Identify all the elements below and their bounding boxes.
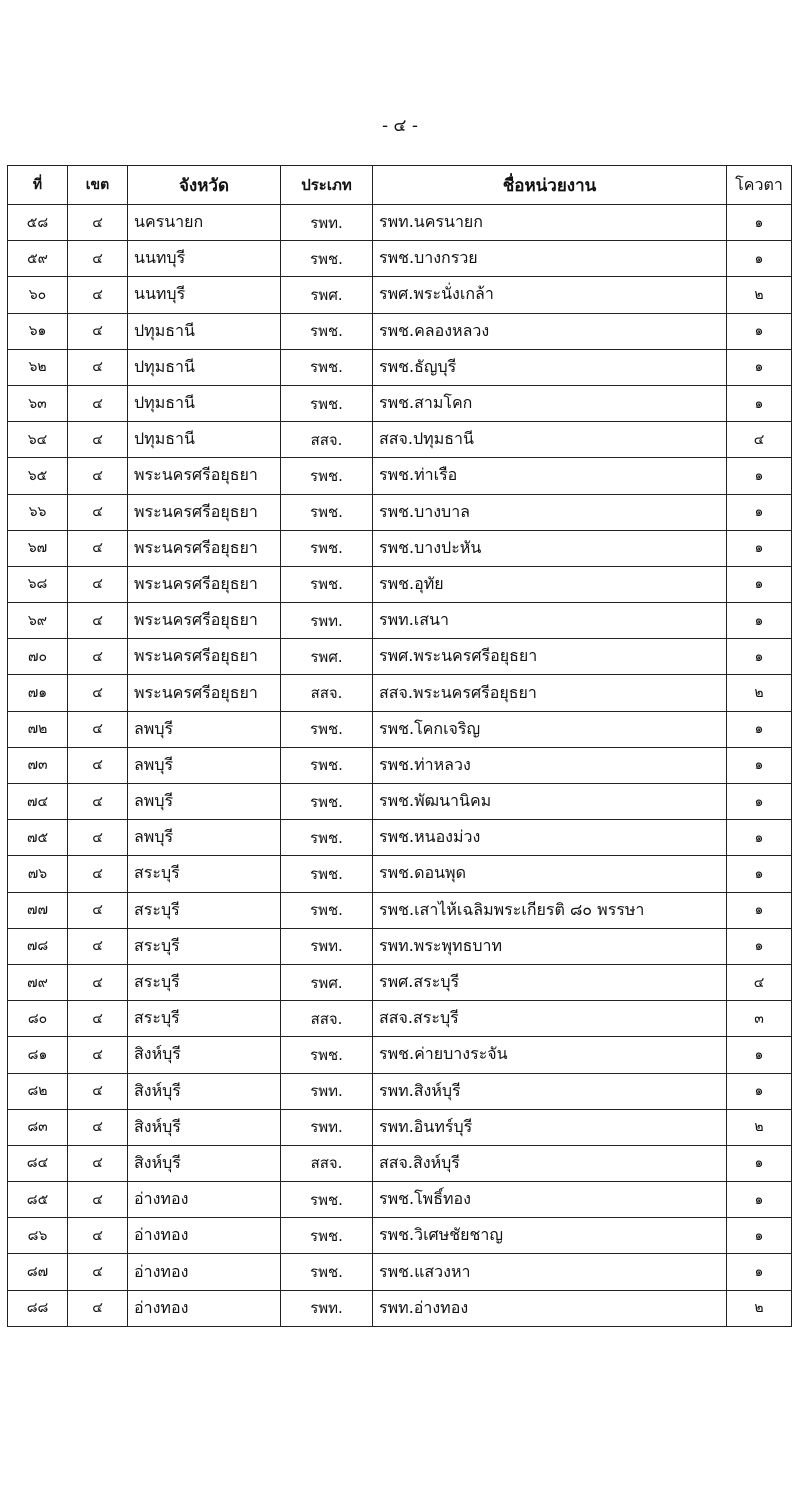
cell-no: ๖๖ — [8, 494, 68, 530]
table-row — [8, 1001, 792, 1037]
cell-province: ลพบุรี — [128, 784, 281, 820]
table-row — [8, 711, 792, 747]
cell-quota: ๑ — [727, 1254, 792, 1290]
cell-type: รพศ. — [281, 277, 373, 313]
cell-no: ๘๐ — [8, 1001, 68, 1037]
header-unit-name: ชื่อหน่วยงาน — [373, 166, 727, 205]
cell-unit-name: รพช.ธัญบุรี — [373, 349, 727, 385]
cell-type: รพศ. — [281, 639, 373, 675]
table-row — [8, 422, 792, 458]
cell-type: รพช. — [281, 820, 373, 856]
cell-unit-name: รพศ.พระนครศรีอยุธยา — [373, 639, 727, 675]
cell-province: สิงห์บุรี — [128, 1037, 281, 1073]
header-zone: เขต — [68, 166, 128, 205]
cell-unit-name: รพท.อ่างทอง — [373, 1290, 727, 1326]
table-row — [8, 964, 792, 1000]
table-row — [8, 1073, 792, 1109]
cell-zone: ๔ — [68, 1145, 128, 1181]
cell-province: ลพบุรี — [128, 711, 281, 747]
cell-no: ๘๗ — [8, 1254, 68, 1290]
cell-no: ๘๕ — [8, 1182, 68, 1218]
cell-province: อ่างทอง — [128, 1182, 281, 1218]
cell-zone: ๔ — [68, 1037, 128, 1073]
cell-no: ๗๖ — [8, 856, 68, 892]
cell-quota: ๑ — [727, 458, 792, 494]
cell-quota: ๒ — [727, 277, 792, 313]
cell-zone: ๔ — [68, 1073, 128, 1109]
table-row — [8, 205, 792, 241]
cell-quota: ๑ — [727, 639, 792, 675]
cell-zone: ๔ — [68, 205, 128, 241]
cell-province: อ่างทอง — [128, 1290, 281, 1326]
cell-province: ปทุมธานี — [128, 385, 281, 421]
cell-unit-name: สสจ.สิงห์บุรี — [373, 1145, 727, 1181]
cell-quota: ๑ — [727, 313, 792, 349]
quota-table — [7, 165, 792, 1327]
table-row — [8, 566, 792, 602]
cell-type: รพช. — [281, 747, 373, 783]
cell-zone: ๔ — [68, 313, 128, 349]
cell-province: สระบุรี — [128, 1001, 281, 1037]
header-no: ที่ — [8, 166, 68, 205]
cell-no: ๗๕ — [8, 820, 68, 856]
cell-province: นครนายก — [128, 205, 281, 241]
cell-unit-name: รพท.สิงห์บุรี — [373, 1073, 727, 1109]
cell-province: อ่างทอง — [128, 1254, 281, 1290]
cell-quota: ๑ — [727, 784, 792, 820]
cell-no: ๗๙ — [8, 964, 68, 1000]
cell-zone: ๔ — [68, 856, 128, 892]
cell-province: นนทบุรี — [128, 241, 281, 277]
cell-quota: ๑ — [727, 928, 792, 964]
cell-type: รพช. — [281, 1182, 373, 1218]
cell-quota: ๑ — [727, 1218, 792, 1254]
header-quota: โควตา — [727, 166, 792, 205]
cell-zone: ๔ — [68, 820, 128, 856]
cell-type: รพท. — [281, 205, 373, 241]
table-row — [8, 458, 792, 494]
cell-quota: ๑ — [727, 241, 792, 277]
cell-type: รพช. — [281, 458, 373, 494]
cell-zone: ๔ — [68, 711, 128, 747]
table-row — [8, 1145, 792, 1181]
cell-no: ๖๓ — [8, 385, 68, 421]
cell-type: สสจ. — [281, 1145, 373, 1181]
cell-no: ๗๑ — [8, 675, 68, 711]
cell-zone: ๔ — [68, 349, 128, 385]
cell-unit-name: รพท.นครนายก — [373, 205, 727, 241]
cell-no: ๖๑ — [8, 313, 68, 349]
cell-province: พระนครศรีอยุธยา — [128, 566, 281, 602]
cell-zone: ๔ — [68, 1290, 128, 1326]
cell-quota: ๔ — [727, 422, 792, 458]
cell-province: พระนครศรีอยุธยา — [128, 530, 281, 566]
cell-zone: ๔ — [68, 784, 128, 820]
table-row — [8, 241, 792, 277]
table-row — [8, 820, 792, 856]
table-row — [8, 1109, 792, 1145]
cell-unit-name: สสจ.สระบุรี — [373, 1001, 727, 1037]
cell-type: รพศ. — [281, 964, 373, 1000]
cell-quota: ๑ — [727, 747, 792, 783]
cell-zone: ๔ — [68, 675, 128, 711]
cell-no: ๘๑ — [8, 1037, 68, 1073]
cell-zone: ๔ — [68, 603, 128, 639]
cell-province: ปทุมธานี — [128, 422, 281, 458]
cell-unit-name: รพช.ท่าเรือ — [373, 458, 727, 494]
cell-no: ๗๘ — [8, 928, 68, 964]
table-row — [8, 639, 792, 675]
cell-quota: ๑ — [727, 1073, 792, 1109]
table-header-row — [8, 166, 792, 205]
cell-type: รพช. — [281, 1254, 373, 1290]
cell-province: ลพบุรี — [128, 747, 281, 783]
cell-unit-name: รพช.พัฒนานิคม — [373, 784, 727, 820]
cell-type: รพท. — [281, 1290, 373, 1326]
cell-zone: ๔ — [68, 964, 128, 1000]
cell-province: นนทบุรี — [128, 277, 281, 313]
cell-quota: ๑ — [727, 711, 792, 747]
cell-type: รพช. — [281, 385, 373, 421]
cell-unit-name: รพช.คลองหลวง — [373, 313, 727, 349]
cell-quota: ๑ — [727, 820, 792, 856]
cell-zone: ๔ — [68, 494, 128, 530]
cell-province: พระนครศรีอยุธยา — [128, 603, 281, 639]
cell-type: สสจ. — [281, 1001, 373, 1037]
cell-province: สิงห์บุรี — [128, 1145, 281, 1181]
table-row — [8, 603, 792, 639]
cell-unit-name: รพศ.พระนั่งเกล้า — [373, 277, 727, 313]
cell-no: ๘๖ — [8, 1218, 68, 1254]
cell-quota: ๓ — [727, 1001, 792, 1037]
cell-no: ๘๒ — [8, 1073, 68, 1109]
cell-type: รพช. — [281, 784, 373, 820]
cell-type: รพท. — [281, 1109, 373, 1145]
cell-unit-name: รพศ.สระบุรี — [373, 964, 727, 1000]
table-body — [8, 205, 792, 1327]
cell-zone: ๔ — [68, 747, 128, 783]
cell-unit-name: รพช.เสาไห้เฉลิมพระเกียรติ ๘๐ พรรษา — [373, 892, 727, 928]
cell-type: รพช. — [281, 494, 373, 530]
cell-no: ๗๔ — [8, 784, 68, 820]
header-type: ประเภท — [281, 166, 373, 205]
cell-no: ๖๘ — [8, 566, 68, 602]
cell-unit-name: สสจ.พระนครศรีอยุธยา — [373, 675, 727, 711]
cell-zone: ๔ — [68, 566, 128, 602]
cell-province: สระบุรี — [128, 928, 281, 964]
cell-zone: ๔ — [68, 241, 128, 277]
cell-quota: ๑ — [727, 892, 792, 928]
cell-unit-name: รพช.ค่ายบางระจัน — [373, 1037, 727, 1073]
cell-unit-name: รพช.หนองม่วง — [373, 820, 727, 856]
cell-quota: ๑ — [727, 566, 792, 602]
cell-no: ๗๓ — [8, 747, 68, 783]
cell-zone: ๔ — [68, 639, 128, 675]
cell-province: พระนครศรีอยุธยา — [128, 639, 281, 675]
table-row — [8, 385, 792, 421]
cell-unit-name: รพท.พระพุทธบาท — [373, 928, 727, 964]
cell-zone: ๔ — [68, 277, 128, 313]
table-row — [8, 1290, 792, 1326]
cell-quota: ๒ — [727, 1290, 792, 1326]
cell-province: ปทุมธานี — [128, 313, 281, 349]
cell-unit-name: รพช.บางปะหัน — [373, 530, 727, 566]
cell-province: พระนครศรีอยุธยา — [128, 675, 281, 711]
cell-type: รพช. — [281, 1037, 373, 1073]
cell-province: พระนครศรีอยุธยา — [128, 458, 281, 494]
cell-quota: ๑ — [727, 603, 792, 639]
cell-type: สสจ. — [281, 422, 373, 458]
cell-quota: ๑ — [727, 385, 792, 421]
cell-quota: ๑ — [727, 1145, 792, 1181]
cell-zone: ๔ — [68, 1218, 128, 1254]
cell-unit-name: รพท.เสนา — [373, 603, 727, 639]
cell-type: รพช. — [281, 530, 373, 566]
cell-zone: ๔ — [68, 458, 128, 494]
cell-province: สิงห์บุรี — [128, 1109, 281, 1145]
cell-province: สระบุรี — [128, 964, 281, 1000]
table-row — [8, 313, 792, 349]
cell-quota: ๑ — [727, 1037, 792, 1073]
cell-no: ๖๔ — [8, 422, 68, 458]
cell-quota: ๑ — [727, 530, 792, 566]
table-row — [8, 1254, 792, 1290]
cell-unit-name: สสจ.ปทุมธานี — [373, 422, 727, 458]
table-row — [8, 675, 792, 711]
cell-no: ๕๘ — [8, 205, 68, 241]
cell-province: พระนครศรีอยุธยา — [128, 494, 281, 530]
cell-type: สสจ. — [281, 675, 373, 711]
cell-unit-name: รพช.แสวงหา — [373, 1254, 727, 1290]
cell-zone: ๔ — [68, 385, 128, 421]
table-row — [8, 892, 792, 928]
cell-no: ๗๐ — [8, 639, 68, 675]
cell-quota: ๑ — [727, 205, 792, 241]
cell-province: อ่างทอง — [128, 1218, 281, 1254]
cell-zone: ๔ — [68, 892, 128, 928]
table-row — [8, 1037, 792, 1073]
table-row — [8, 494, 792, 530]
cell-no: ๕๙ — [8, 241, 68, 277]
cell-unit-name: รพช.ดอนพุด — [373, 856, 727, 892]
cell-type: รพท. — [281, 928, 373, 964]
cell-type: รพช. — [281, 566, 373, 602]
cell-zone: ๔ — [68, 1182, 128, 1218]
cell-unit-name: รพช.อุทัย — [373, 566, 727, 602]
cell-quota: ๑ — [727, 349, 792, 385]
cell-unit-name: รพช.วิเศษชัยชาญ — [373, 1218, 727, 1254]
cell-zone: ๔ — [68, 1001, 128, 1037]
cell-type: รพช. — [281, 241, 373, 277]
cell-no: ๖๙ — [8, 603, 68, 639]
cell-no: ๘๘ — [8, 1290, 68, 1326]
cell-type: รพท. — [281, 603, 373, 639]
cell-province: ลพบุรี — [128, 820, 281, 856]
cell-unit-name: รพช.ท่าหลวง — [373, 747, 727, 783]
cell-no: ๗๒ — [8, 711, 68, 747]
page-number: - ๔ - — [382, 116, 418, 136]
cell-unit-name: รพช.สามโคก — [373, 385, 727, 421]
cell-zone: ๔ — [68, 1109, 128, 1145]
cell-quota: ๒ — [727, 1109, 792, 1145]
cell-quota: ๔ — [727, 964, 792, 1000]
cell-zone: ๔ — [68, 422, 128, 458]
cell-unit-name: รพช.บางบาล — [373, 494, 727, 530]
cell-zone: ๔ — [68, 530, 128, 566]
table-row — [8, 1218, 792, 1254]
cell-quota: ๑ — [727, 1182, 792, 1218]
cell-no: ๖๗ — [8, 530, 68, 566]
cell-quota: ๑ — [727, 856, 792, 892]
cell-type: รพช. — [281, 892, 373, 928]
cell-no: ๘๓ — [8, 1109, 68, 1145]
cell-type: รพช. — [281, 1218, 373, 1254]
cell-unit-name: รพช.โคกเจริญ — [373, 711, 727, 747]
cell-type: รพช. — [281, 711, 373, 747]
cell-zone: ๔ — [68, 928, 128, 964]
cell-province: ปทุมธานี — [128, 349, 281, 385]
table-row — [8, 530, 792, 566]
cell-no: ๖๒ — [8, 349, 68, 385]
cell-unit-name: รพช.บางกรวย — [373, 241, 727, 277]
table-row — [8, 277, 792, 313]
cell-no: ๖๐ — [8, 277, 68, 313]
table-row — [8, 928, 792, 964]
cell-no: ๖๕ — [8, 458, 68, 494]
cell-quota: ๒ — [727, 675, 792, 711]
table-row — [8, 1182, 792, 1218]
cell-unit-name: รพช.โพธิ์ทอง — [373, 1182, 727, 1218]
cell-quota: ๑ — [727, 494, 792, 530]
header-province: จังหวัด — [128, 166, 281, 205]
table-row — [8, 856, 792, 892]
cell-type: รพช. — [281, 313, 373, 349]
cell-type: รพท. — [281, 1073, 373, 1109]
cell-no: ๘๔ — [8, 1145, 68, 1181]
table-row — [8, 747, 792, 783]
cell-unit-name: รพท.อินทร์บุรี — [373, 1109, 727, 1145]
table-row — [8, 349, 792, 385]
cell-province: สระบุรี — [128, 892, 281, 928]
table-row — [8, 784, 792, 820]
cell-type: รพช. — [281, 349, 373, 385]
cell-province: สระบุรี — [128, 856, 281, 892]
cell-type: รพช. — [281, 856, 373, 892]
cell-no: ๗๗ — [8, 892, 68, 928]
cell-province: สิงห์บุรี — [128, 1073, 281, 1109]
cell-zone: ๔ — [68, 1254, 128, 1290]
